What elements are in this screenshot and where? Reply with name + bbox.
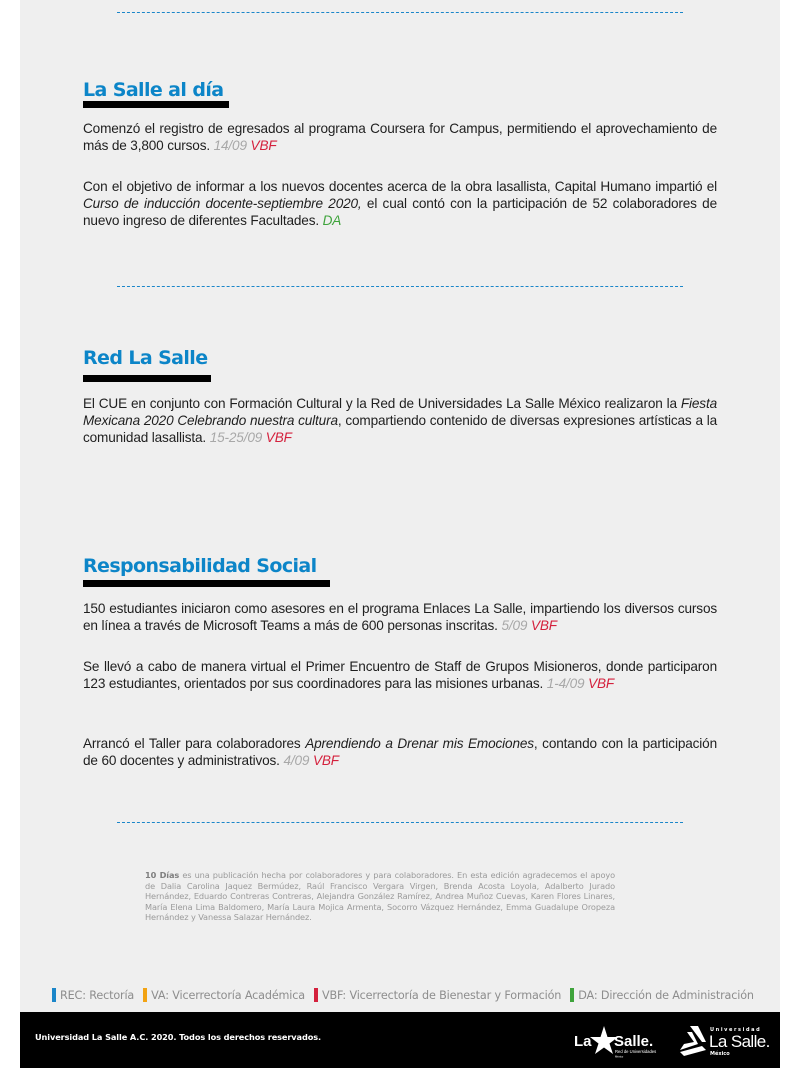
news-item (83, 178, 717, 229)
copyright-text: Universidad La Salle A.C. 2020. Todos los derechos reservados. (35, 1032, 322, 1042)
credits-text: es una publicación hecha por colaboradores y para colaboradores. En esta edición agradecemos el apoyo de Dalia Carolina Jaquez Bermúdez, Raúl Francisco Vergara Virgen, Brenda Acosta Loyola, Adalberto Jurado Hernández, Eduardo Contreras Contreras, Alejandra González Ramírez, Andrea Muñoz Cuevas, Karen Flores Linares, María Elena Lima Baldomero, María Laura Mojica Armenta, Socorro Vázquez Hernández, Emma Guadalupe Oropeza Hernández y Vanessa Salazar Hernández. (145, 870, 616, 923)
legend-label: REC: Rectoría (60, 988, 135, 1002)
logo-red-sub: Red de Universidades (615, 1049, 657, 1054)
news-text: , compartiendo contenido de diversas expresiones artísticas a la comunidad lasallista. (83, 413, 717, 445)
legend-swatch (143, 988, 147, 1002)
news-date: 4/09 (283, 753, 310, 768)
news-text: Arrancó el Taller para colaboradores (83, 736, 306, 751)
title-underline-bar (83, 580, 330, 587)
news-item (83, 735, 717, 769)
news-text: 150 estudiantes iniciaron como asesores en el programa Enlaces La Salle, impartiendo los diversos cursos en línea a través de Microsoft Teams a más de 600 personas inscritas. (83, 601, 717, 633)
dashed-divider (117, 286, 683, 287)
news-text: Se llevó a cabo de manera virtual el Primer Encuentro de Staff de Grupos Misioneros, donde participaron 123 estudiantes, orientados por sus coordinadores para las misiones urbanas. (83, 659, 717, 691)
news-item (83, 658, 717, 692)
department-legend (52, 987, 763, 1003)
title-underline-bar (83, 101, 229, 108)
news-text: Comenzó el registro de egresados al programa Coursera for Campus, permitiendo el aprovechamiento de más de 3,800 cursos. (83, 121, 717, 153)
news-title-italic: Curso de inducción docente-septiembre 2020, (83, 196, 362, 211)
news-date: 1-4/09 (546, 676, 585, 691)
legend-label: DA: Dirección de Administración (578, 988, 754, 1002)
logo-red-la: La (574, 1033, 592, 1050)
news-tag-da: DA (322, 213, 342, 228)
news-text: El CUE en conjunto con Formación Cultural y la Red de Universidades La Salle México realizaron la (83, 396, 681, 411)
news-text: el cual contó con la participación de 52 colaboradores de nuevo ingreso de diferentes Facultades. (83, 196, 718, 228)
section-title-responsabilidad-social: Responsabilidad Social (83, 555, 317, 577)
legend-label: VA: Vicerrectoría Académica (151, 988, 305, 1002)
news-title-italic: Aprendiendo a Drenar mis Emociones (305, 736, 534, 751)
news-tag-vbf: VBF (265, 430, 292, 445)
legend-item-vbf (314, 988, 561, 1002)
news-date: 5/09 (501, 618, 528, 633)
section-title-red-la-salle: Red La Salle (83, 347, 208, 369)
news-item (83, 395, 717, 446)
newsletter-page (20, 0, 780, 1012)
legend-item-da (570, 988, 754, 1002)
dashed-divider (117, 12, 683, 13)
dashed-divider (117, 822, 683, 823)
section-title-la-salle-al-dia: La Salle al día (83, 79, 224, 101)
legend-swatch (570, 988, 574, 1002)
news-item (83, 600, 717, 634)
logo-uni-sub: México (710, 1051, 730, 1057)
news-text: , contando con la participación de 60 docentes y administrativos. (83, 736, 717, 768)
legend-item-rec (52, 988, 134, 1002)
news-date: 14/09 (213, 138, 247, 153)
credits-note (145, 870, 615, 923)
logo-red-salle: Salle. (614, 1033, 654, 1050)
news-tag-vbf: VBF (250, 138, 277, 153)
legend-swatch (314, 988, 318, 1002)
news-item (83, 120, 717, 154)
news-title-italic: Fiesta Mexicana 2020 Celebrando nuestra cultura (83, 396, 717, 428)
logo-red-sub2: México (615, 1055, 624, 1059)
news-text: Con el objetivo de informar a los nuevos docentes acerca de la obra lasallista, Capital Humano impartió el (83, 179, 717, 194)
news-date: 15-25/09 (209, 430, 263, 445)
universidad-la-salle-logo (678, 1020, 778, 1060)
legend-item-va (143, 988, 305, 1002)
legend-swatch (52, 988, 56, 1002)
news-tag-vbf: VBF (530, 618, 557, 633)
title-underline-bar (83, 375, 211, 382)
footer-bar (20, 1012, 780, 1068)
legend-label: VBF: Vicerrectoría de Bienestar y Formación (321, 988, 562, 1002)
logo-uni-main: La Salle. (709, 1032, 770, 1051)
la-salle-emblem-icon (680, 1026, 706, 1056)
publication-name: 10 Días (145, 870, 180, 880)
news-tag-vbf: VBF (312, 753, 339, 768)
news-tag-vbf: VBF (588, 676, 615, 691)
logo-uni-top: Universidad (710, 1027, 762, 1033)
